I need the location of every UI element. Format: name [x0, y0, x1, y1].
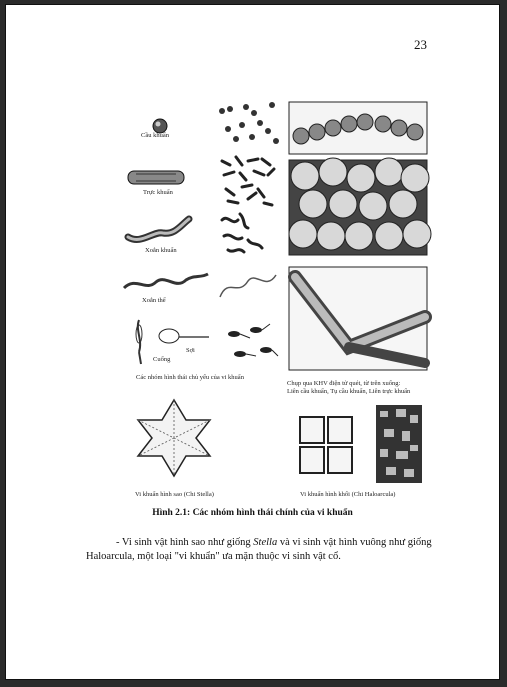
stalked-bacteria-drawing [129, 318, 219, 368]
rod-drawing [126, 168, 188, 188]
coccus-micrograph [216, 101, 280, 146]
body-text-part1: - Vi sinh vật hình sao như giống [116, 537, 254, 548]
spiral-drawing [123, 215, 193, 245]
body-paragraph [86, 536, 446, 564]
sem-staphylococcus-photo [289, 160, 427, 255]
body-text-italic: Stella [253, 537, 278, 548]
label-rod: Trực khuẩn [143, 189, 173, 196]
rod-micrograph [218, 155, 278, 210]
label-stalk: Cuống [153, 356, 171, 363]
spiral-micrograph [218, 210, 268, 260]
haloarcula-drawing [298, 415, 354, 475]
figure-bacteria-morphology [6, 5, 499, 679]
caption-sem-line2: Liên cầu khuẩn, Tụ cầu khuẩn, Liên trực khuẩn [287, 388, 411, 395]
label-filament: Sợi [186, 347, 195, 354]
sem-streptobacillus-photo [289, 267, 427, 370]
spirochete-micrograph [218, 267, 278, 307]
stalked-micrograph [220, 320, 280, 365]
page-number: 23 [414, 37, 427, 52]
haloarcula-micrograph [376, 405, 422, 483]
caption-morphology-groups: Các nhóm hình thái chủ yếu của vi khuẩn [136, 374, 244, 381]
body-text-part2: và vi sinh vật hình vuông như giống Haloarcula, một loại "vi khuẩn" ưa mặn thuộc vi sinh vật cổ. [86, 537, 432, 562]
label-spiral: Xoắn khuẩn [145, 247, 177, 254]
label-spirochete: Xoắn thể [142, 297, 166, 304]
caption-stella: Vi khuẩn hình sao (Chi Stella) [135, 491, 214, 498]
spirochete-drawing [121, 270, 211, 296]
caption-sem-line1: Chụp qua KHV điện tử quét, từ trên xuống: [287, 380, 401, 387]
label-coccus: Cầu khuẩn [141, 132, 169, 139]
stella-drawing [134, 398, 214, 488]
document-page [6, 5, 499, 679]
figure-caption: Hình 2.1: Các nhóm hình thái chính của vi khuẩn [152, 508, 353, 518]
sem-streptococcus-photo [289, 102, 427, 154]
caption-haloarcula: Vi khuẩn hình khối (Chi Haloarcula) [300, 491, 396, 498]
